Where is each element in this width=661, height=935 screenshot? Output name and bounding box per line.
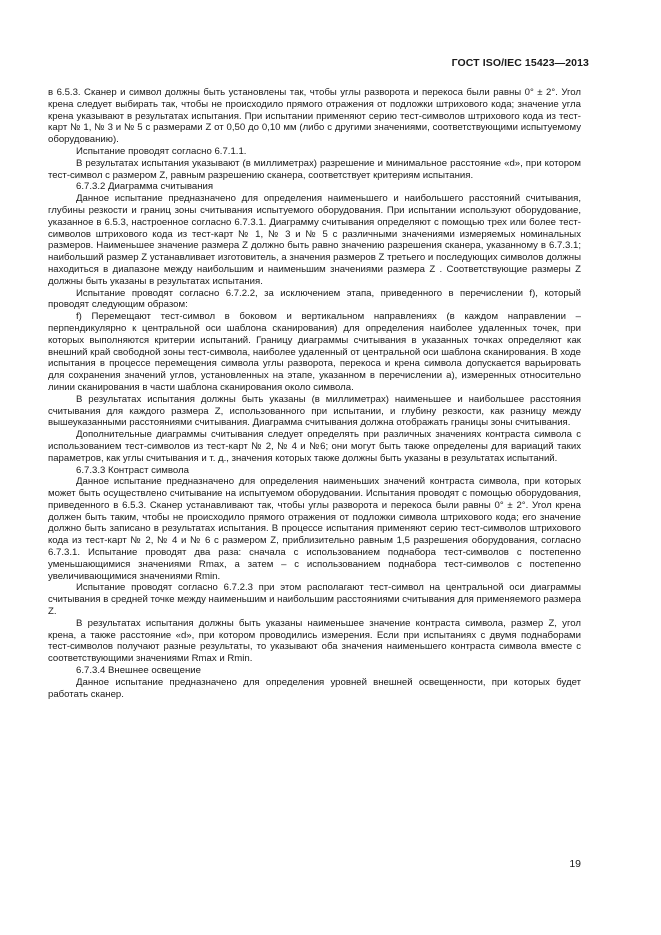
- standard-code: ГОСТ ISO/IEC 15423—2013: [451, 57, 589, 69]
- list-item: f) Перемещают тест-символ в боковом и вертикальном направлениях (в каждом направлении – перпендикулярно к центральной оси шаблона сканирования) для определения наиболее удаленных точек, при которых выполняются критерии испытаний. Границу диаграммы считывания в указанных точках определяют как внешний край свободной зоны тест-символа, наиболее удаленный от центральной оси шаблона сканирования. В ходе испытания в процессе перемещения символа углы разворота, перекоса и крена символа допускается варьировать для сохранения значений углов, установленных на этапе, указанном в перечислении а), измеренных относительно линии сканирования в части шаблона сканирования около символа.: [48, 311, 582, 393]
- paragraph: Данное испытание предназначено для определения уровней внешней освещенности, при которых будет работать сканер.: [48, 676, 581, 700]
- paragraph: Испытание проводят согласно 6.7.2.3 при этом располагают тест-символ на центральной оси диаграммы считывания в средней точке между наименьшим и наибольшим расстояниями считывания для применяемого размера Z.: [48, 582, 581, 618]
- paragraph: Испытание проводят согласно 6.7.2.2, за исключением этапа, приведенного в перечислении f), который проводят следующим образом:: [48, 287, 581, 311]
- paragraph: Данное испытание предназначено для определения наименьшего и наибольшего расстояний считывания, глубины резкости и границ зоны считывания испытуемого оборудования. При испытании используют оборудование, указанное в 6.5.3, настроенное согласно 6.7.3.1. Диаграмму считывания определяют с помощью трех или более тест-символов штрихового кода из тест-карт № 1, № 3 и № 5 с различными значениями измеряемых номинальных размеров. Наименьшее значение размера Z должно быть равно значению разрешения сканера, указанному в 6.7.3.1; наибольший размер Z устанавливает изготовитель, а значения размеров Z третьего и последующих символов должны находиться в диапазоне между наибольшим и наименьшим значениями размера Z . Соответствующие размеры Z должны быть указаны в результатах испытания.: [48, 193, 581, 287]
- paragraph: Дополнительные диаграммы считывания следует определять при различных значениях контраста символа с использованием тест-символов из тест-карт № 2, № 4 и №6; они могут быть также определены для вариаций таких параметров, как углы считывания и т. д., значения которых также должны быть указаны в результатах испытаний.: [48, 429, 581, 464]
- section-heading: 6.7.3.2 Диаграмма считывания: [76, 181, 214, 193]
- section-heading: 6.7.3.3 Контраст символа: [76, 464, 189, 476]
- paragraph: В результатах испытания должны быть указаны наименьшее значение контраста символа, размер Z, угол крена, а также расстояние «d», при котором проводились измерения. Если при испытаниях с двумя поднаборами тест-символов получают разные результаты, то указывают оба значения наименьшего контраста символа вместе с соответствующими значениями Rmax и Rmin.: [48, 617, 581, 665]
- paragraph: в 6.5.3. Сканер и символ должны быть установлены так, чтобы углы разворота и перекоса были равны 0° ± 2°. Угол крена следует выбирать так, чтобы не происходило прямого отражения от подложки штрихового кода; значение угла крена указывают в результатах испытания. При испытании применяют серию тест-символов штрихового кода из тест-карт № 1, № 3 и № 5 с размерами Z от 0,50 до 0,10 мм (либо с другими значениями, соответствующими испытуемому оборудованию).: [48, 87, 581, 146]
- paragraph: Данное испытание предназначено для определения наименьших значений контраста символа, при которых может быть осуществлено считывание на испытуемом оборудовании. Испытания проводят с помощью оборудования, приведенного в 6.5.3. Сканер устанавливают так, чтобы углы разворота и перекоса были равны 0° ± 2°. Угол крена должен быть таким, чтобы не происходило прямого отражения от подложки символа штрихового кода; его значение должно быть записано в результатах испытания. В процессе испытания применяют серию тест-символов штрихового кода из тест-карт № 2, № 4 и № 6 с размером Z, приблизительно равным 1,5 разрешения оборудования, согласно 6.7.3.1. Испытание проводят два раза: сначала с использованием поднабора тест-символов с постепенно уменьшающимися значениями Rmax, а затем – с использованием поднабора тест-символов с постепенно увеличивающимися значениями Rmin.: [48, 476, 581, 582]
- section-heading: 6.7.3.4 Внешнее освещение: [76, 665, 201, 677]
- document-body: [48, 87, 581, 700]
- paragraph: В результатах испытания указывают (в миллиметрах) разрешение и минимальное расстояние «d», при котором тест-символ с размером Z, равным разрешению сканера, соответствует критериям испытания.: [48, 157, 581, 181]
- paragraph: Испытание проводят согласно 6.7.1.1.: [76, 145, 247, 157]
- page-number: 19: [569, 858, 581, 870]
- paragraph: В результатах испытания должны быть указаны (в миллиметрах) наименьшее и наибольшее расстояния считывания для каждого размера Z, использованного при испытании, и глубину резкости, как разницу между вышеуказанными расстояниями считывания. Диаграмма считывания должна отображать границы зоны считывания.: [48, 393, 581, 429]
